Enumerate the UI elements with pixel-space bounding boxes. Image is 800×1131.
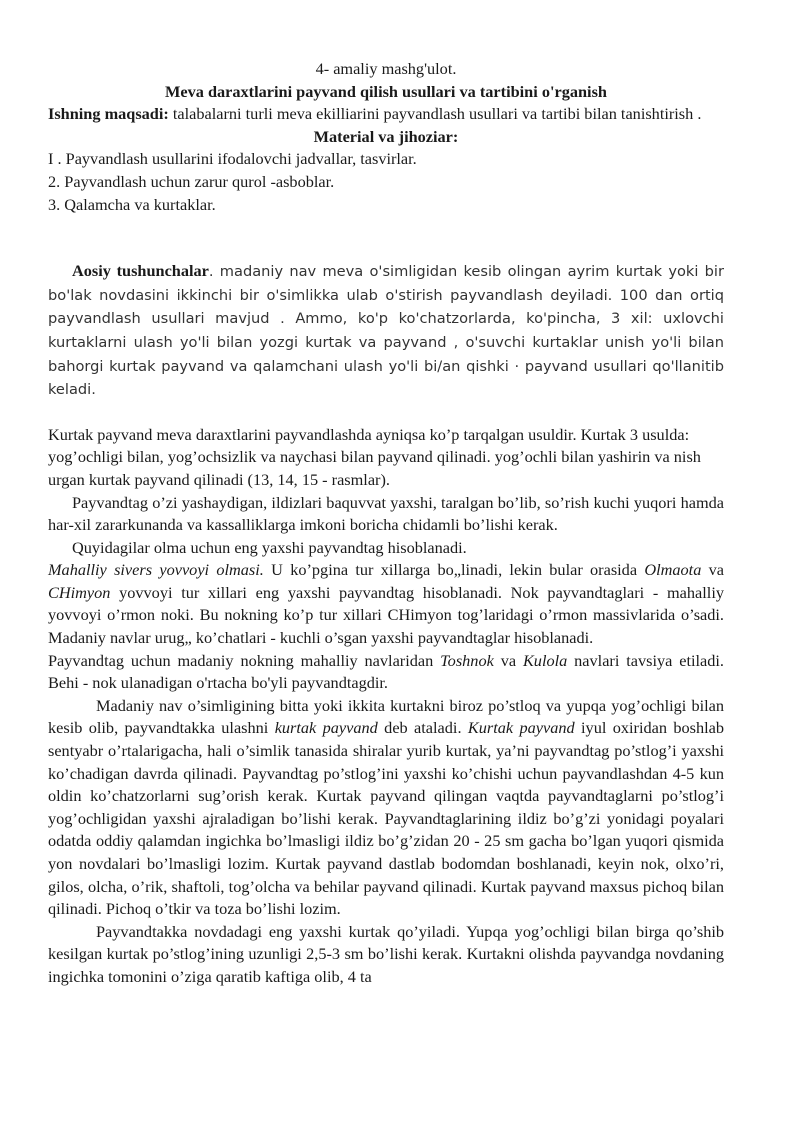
body-paragraph: Quyidagilar olma uchun eng yaxshi payvandtag hisoblanadi. (72, 537, 467, 557)
spacer (48, 402, 724, 424)
text-run: va (493, 650, 523, 670)
body-paragraph: Kurtak payvand meva daraxtlarini payvandlashda ayniqsa ko’p tarqalgan usuldir. Kurtak 3 usulda: yog’ochligi bilan, yog’ochsizlik va naychasi bilan payvand qilinadi. yog’ochli bilan yashirin va nish urgan kurtak payvand qilinadi (13, 14, 15 - rasmlar). (48, 424, 701, 489)
text-run: Madaniy nav o’simligining bitta yoki ikkita kurtakni biroz po’stloq va yupqa yog’ochligi bilan kesib olib, payvandtakka ulashni (48, 695, 724, 738)
concepts-paragraph (48, 260, 724, 402)
document-page (48, 58, 724, 989)
text-run: iyul oxiridan boshlab sentyabr o’rtalarigacha, hali o’simlik tanasida shiralar yurib kurtak, ya’ni payvandtag po’stlog’i yaxshi ko’chadigan davrda qilinadi. Payvandtag po’stlog’ini yaxshi ko’chishi uchun payvandlashdan 4-5 kun oldin ko’chatzorlarni sug’orish kerak. Kurtak payvand qilingan vaqtda payvandtaglarni po’stlog’i yog’ochligidan yaxshi ajraladigan bo’lishi kerak. Payvandtaglarining ildiz bo’g’zi yonidagi poyalari odatda oddiy qalamdan ingichka bo’lmasligi ildiz bo’g’zidan 20 - 25 sm gacha bo’lgan yuqori qismida yon novdalari bo’lmasligi lozim. Kurtak payvand dastlab bodomdan boshlanadi, keyin nok, olxo’ri, gilos, olcha, o’rik, shaftoli, tog’olcha va behilar payvand qilinadi. Kurtak payvand maxsus pichoq bilan qilinadi. Pichoq o’tkir va toza bo’lishi lozim. (48, 718, 724, 919)
italic-term: Mahalliy sivers yovvoyi olmasi. (48, 560, 264, 580)
concepts-text: . madaniy nav meva o'simligidan kesib olingan ayrim kurtak yoki bir bo'lak novdasini ikkinchi bir o'simlikka ulab o'stirish payvandlash deyiladi. 100 dan ortiq payvandlash usullari mavjud . Ammo, ko'p ko'chatzorlarda, ko'pincha, 3 xil: uxlovchi kurtaklarni ulash yo'li bilan yozgi kurtak va payvand , o'suvchi kurtaklar unish yo'li bilan bahorgi kurtak payvand va qalamchani ulash yo'li bi/an qishki · payvand usullari qo'llanitib keladi. (48, 263, 724, 399)
lesson-number: 4- amaliy mashg'ulot. (315, 59, 457, 78)
goal-text: talabalarni turli meva ekilliarini payvandlash usullari va tartibi bilan tanishtirish . (168, 104, 702, 124)
italic-term: kurtak payvand (274, 718, 378, 738)
italic-term: Olmaota (644, 560, 702, 580)
materials-item: I . Payvandlash usullarini ifodalovchi jadvallar, tasvirlar. (48, 149, 417, 169)
materials-title: Material va jihoziar: (313, 126, 459, 146)
text-run: Payvandtag uchun madaniy nokning mahalliy navlaridan (48, 650, 441, 670)
materials-item: 2. Payvandlash uchun zarur qurol -asboblar. (48, 171, 335, 191)
text-run: navlari tavsiya etiladi. Behi - nok ulanadigan o'rtacha bo'yli payvandtagdir. (48, 650, 724, 693)
italic-term: Kulola (522, 650, 568, 670)
spacer (48, 216, 724, 260)
italic-term: CHimyon (48, 582, 111, 602)
text-run: deb ataladi. (377, 718, 468, 738)
body-paragraph (48, 695, 724, 921)
text-run: yovvoyi tur xillari eng yaxshi payvandtag hisoblanadi. Nok payvandtaglari - mahalliy yovvoyi o’rmon noki. Bu nokning ko’p tur xillari CHimyon tog’laridagi o’rmon massivlarida o’sadi. Madaniy navlar urug„ ko’chatlari - kuchli o’sgan yaxshi payvandtaglar hisoblanadi. (48, 582, 724, 648)
goal-label: Ishning maqsadi: (48, 104, 169, 124)
materials-item: 3. Qalamcha va kurtaklar. (48, 194, 216, 214)
body-paragraph: Payvandtag o’zi yashaydigan, ildizlari baquvvat yaxshi, taralgan bo’lib, so’rish kuchi yuqori hamda har-xil zararkunanda va kassalliklarga imkoni boricha chidamli bo’lishi kerak. (48, 492, 724, 535)
text-run: va (701, 560, 725, 580)
concepts-label: Aosiy tushunchalar (72, 261, 209, 281)
body-paragraph: Payvandtakka novdadagi eng yaxshi kurtak qo’yiladi. Yupqa yog’ochligi bilan birga qo’shib kesilgan kurtak po’stlog’ining uzunligi 2,5-3 sm bo’lishi kerak. Kurtakni olishda payvandga novdaning ingichka tomonini o’ziga qaratib kaftiga olib, 4 ta (48, 921, 724, 986)
body-paragraph (48, 650, 724, 695)
text-run: U ko’pgina tur xillarga bo„linadi, lekin bular orasida (263, 560, 645, 580)
goal-paragraph (48, 103, 724, 126)
italic-term: Toshnok (440, 650, 494, 670)
italic-term: Kurtak payvand (467, 718, 575, 738)
document-title: Meva daraxtlarini payvand qilish usullari va tartibini o'rganish (165, 81, 607, 101)
body-paragraph (48, 559, 724, 649)
